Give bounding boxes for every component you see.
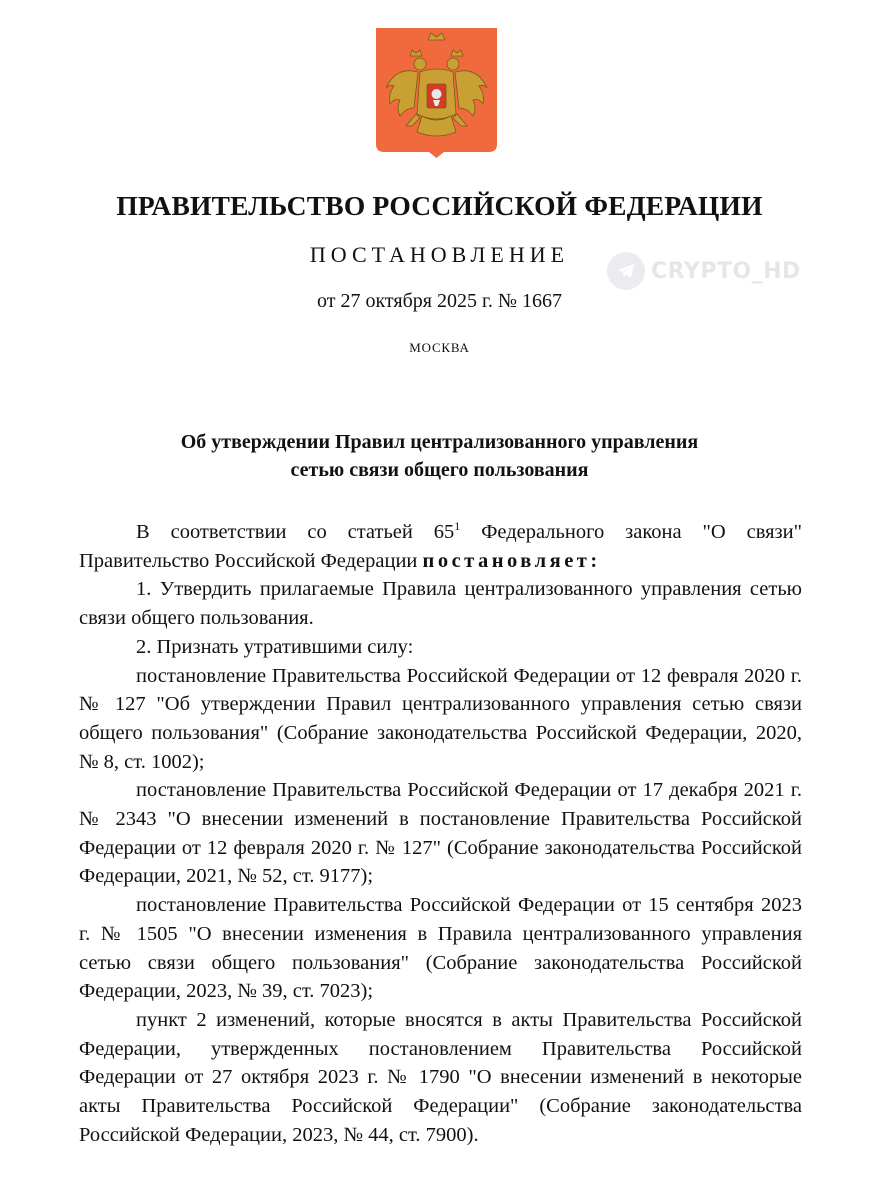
watermark-label: CRYPTO_HD [651, 258, 801, 284]
intro-paragraph [79, 518, 802, 575]
government-title: ПРАВИТЕЛЬСТВО РОССИЙСКОЙ ФЕДЕРАЦИИ [116, 190, 763, 221]
subject-line-1: Об утверждении Правил централизованного управления [180, 431, 699, 453]
document-subject [0, 428, 879, 484]
repealed-act-2: постановление Правительства Российской Федерации от 17 декабря 2021 г. № 2343 "О внесении изменений в постановление Правительства Российской Федерации от 12 февраля 2020 г. № 127" (Собрание законодательства Российской Федерации, 2021, № 52, ст. 9177); [79, 779, 802, 888]
document-body [79, 518, 802, 1149]
item-1-paragraph: 1. Утвердить прилагаемые Правила централизованного управления сетью связи общего пользования. [79, 578, 802, 630]
repealed-act-3: постановление Правительства Российской Федерации от 15 сентября 2023 г. № 1505 "О внесении изменения в Правила централизованного управления сетью связи общего пользования" (Собрание законодательства Российской Федерации, 2023, № 39, ст. 7023); [79, 894, 802, 1003]
document-date-number: от 27 октября 2025 г. № 1667 [316, 290, 562, 312]
document-type: ПОСТАНОВЛЕНИЕ [309, 242, 570, 267]
russian-coat-of-arms-icon [376, 28, 497, 158]
repealed-act-1: постановление Правительства Российской Федерации от 12 февраля 2020 г. № 127 "Об утверждении Правил централизованного управления сетью связи общего пользования" (Собрание законодательства Российской Федерации, 2020, № 8, ст. 1002); [79, 664, 802, 773]
coat-of-arms-emblem [376, 28, 497, 158]
article-superscript: 1 [454, 519, 461, 534]
subject-line-2: сетью связи общего пользования [290, 459, 589, 481]
intro-text-end: Федерального закона "О связи" Правительство Российской Федерации [79, 521, 802, 572]
item-2-title: 2. Признать утратившими силу: [136, 635, 414, 658]
repealed-act-4: пункт 2 изменений, которые вносятся в акты Правительства Российской Федерации, утвержденных постановлением Правительства Российской Федерации от 27 октября 2023 г. № 1790 "О внесении изменений в некоторые акты Правительства Российской Федерации" (Собрание законодательства Российской Федерации, 2023, № 44, ст. 7900). [79, 1008, 802, 1146]
document-city: МОСКВА [409, 340, 470, 355]
intro-text-start: В соответствии со статьей 65 [136, 521, 455, 543]
decree-word: постановляет: [422, 549, 601, 572]
